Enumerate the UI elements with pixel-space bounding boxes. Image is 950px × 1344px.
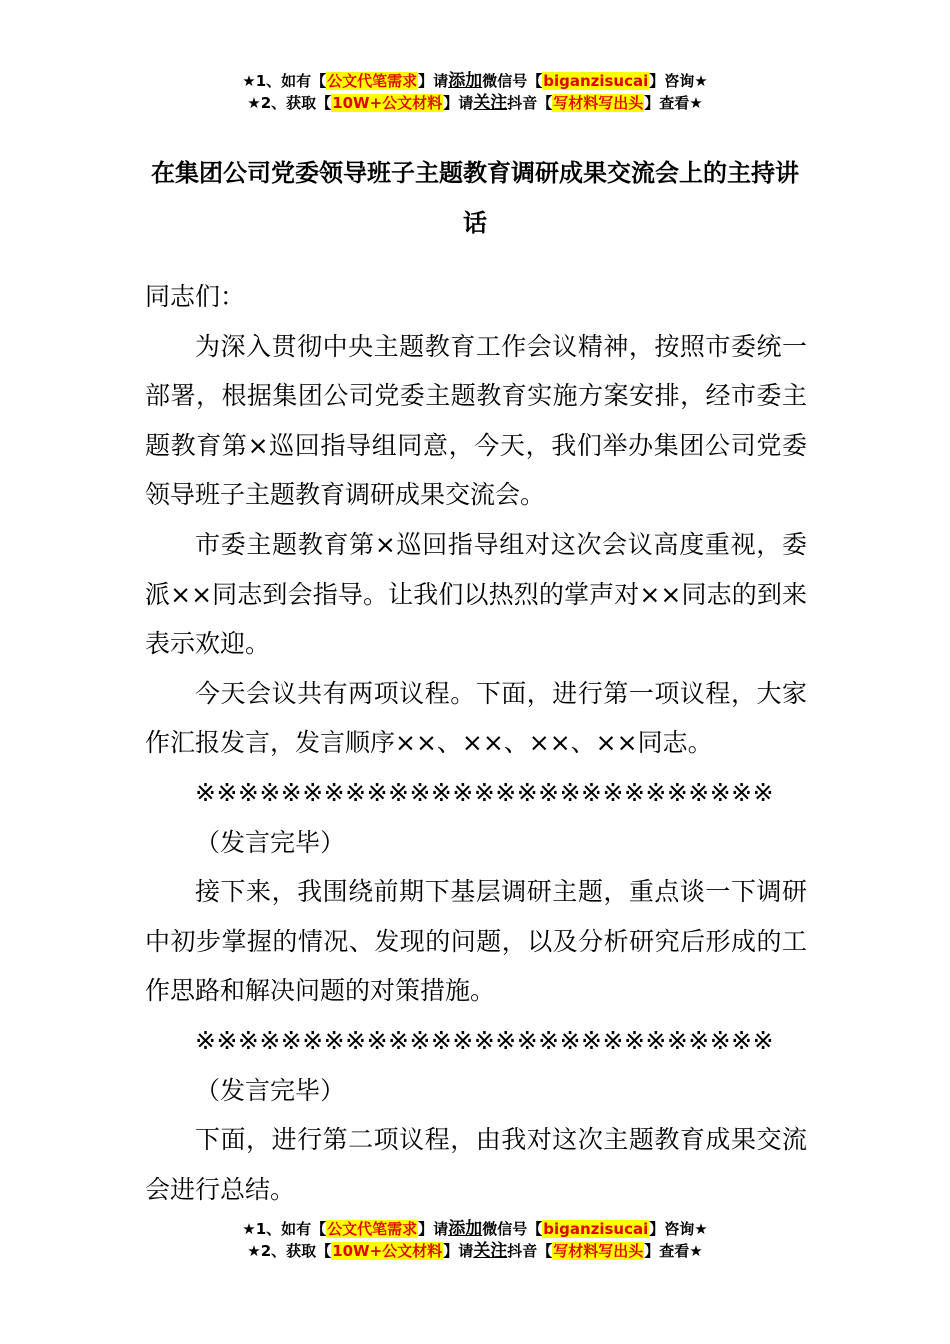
speech-finished-note: （发言完毕） [195,827,346,857]
promo-text: ★2、获取【 [247,94,332,112]
separator-line: ※※※※※※※※※※※※※※※※※※※※※※※※※※※ [195,777,775,807]
promo-text: ★1、如有【 [242,72,327,90]
promo-text: 抖音【 [507,1242,553,1260]
salutation: 同志们： [145,282,246,311]
promo-line-1 [0,70,950,92]
promo-highlight: 公文代笔需求 [327,72,418,90]
promo-text: ★2、获取【 [247,1242,332,1260]
promo-highlight: 10W+公文材料 [332,1242,443,1260]
promo-highlight: 写材料写出头 [553,1242,644,1260]
document-body [145,272,807,1214]
promo-banner-top [0,70,950,114]
promo-text: 】咨询★ [649,1220,708,1238]
promo-emphasis: 添加 [448,1219,483,1239]
promo-text: 微信号【 [482,1220,543,1238]
body-paragraph: 为深入贯彻中央主题教育工作会议精神，按照市委统一部署，根据集团公司党委主题教育实施方案安排，经市委主题教育第×巡回指导组同意，今天，我们举办集团公司党委领导班子主题教育调研成果交流会。 [145,331,807,510]
promo-emphasis: 关注 [473,93,508,113]
promo-emphasis: 添加 [448,71,483,91]
promo-text: ★1、如有【 [242,1220,327,1238]
promo-emphasis: 关注 [473,1241,508,1261]
promo-text: 微信号【 [482,72,543,90]
promo-line-2 [0,92,950,114]
body-paragraph: 今天会议共有两项议程。下面，进行第一项议程，大家作汇报发言，发言顺序××、××、××、××同志。 [145,678,807,758]
promo-highlight: 公文代笔需求 [327,1220,418,1238]
body-paragraph: 市委主题教育第×巡回指导组对这次会议高度重视，委派××同志到会指导。让我们以热烈的掌声对××同志的到来表示欢迎。 [145,529,807,659]
promo-highlight: 写材料写出头 [553,94,644,112]
body-paragraph: 下面，进行第二项议程，由我对这次主题教育成果交流会进行总结。 [145,1125,807,1204]
promo-highlight: biganzisucai [543,1220,649,1238]
body-paragraph: 接下来，我围绕前期下基层调研主题，重点谈一下调研中初步掌握的情况、发现的问题，以及分析研究后形成的工作思路和解决问题的对策措施。 [145,877,807,1006]
promo-text: 】请 [443,94,474,112]
promo-line-2 [0,1240,950,1262]
promo-banner-bottom [0,1218,950,1262]
promo-text: 】请 [418,1220,449,1238]
promo-highlight: 10W+公文材料 [332,94,443,112]
promo-line-1 [0,1218,950,1240]
promo-text: 抖音【 [507,94,553,112]
promo-text: 】请 [418,72,449,90]
promo-text: 】查看★ [644,1242,703,1260]
promo-text: 】请 [443,1242,474,1260]
speech-finished-note: （发言完毕） [195,1075,346,1105]
promo-text: 】咨询★ [649,72,708,90]
promo-highlight: biganzisucai [543,72,649,90]
separator-line: ※※※※※※※※※※※※※※※※※※※※※※※※※※※ [195,1025,775,1055]
promo-text: 】查看★ [644,94,703,112]
document-title: 在集团公司党委领导班子主题教育调研成果交流会上的主持讲话 [151,159,799,237]
